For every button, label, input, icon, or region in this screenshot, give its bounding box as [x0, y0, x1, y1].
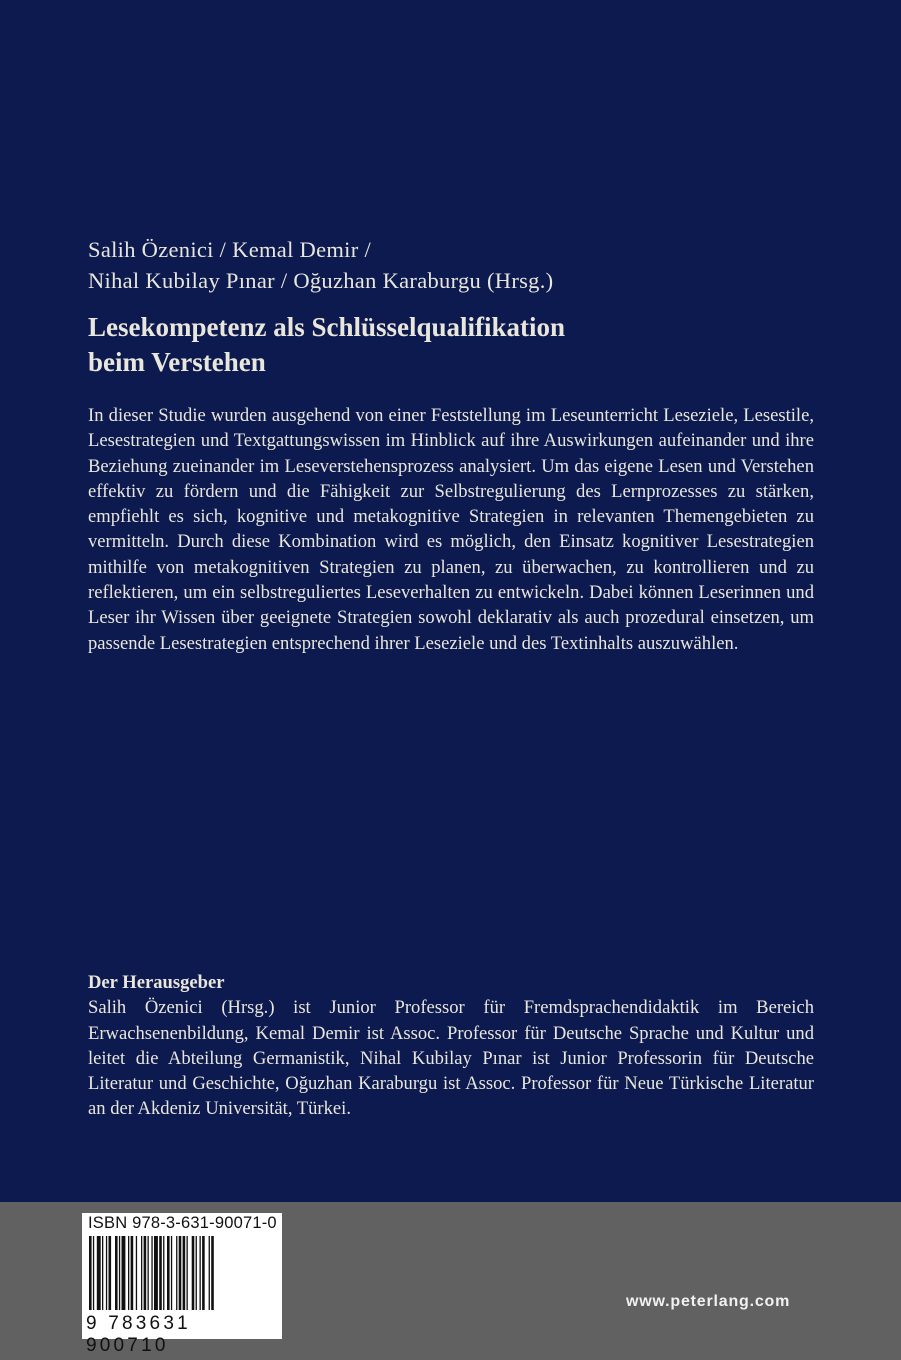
barcode-bar [151, 1236, 152, 1310]
barcode-bar [167, 1236, 170, 1310]
barcode-bar [192, 1236, 195, 1310]
barcode-digits: 9 783631 900710 [86, 1313, 191, 1356]
title-line-1: Lesekompetenz als Schlüsselqualifikation [88, 312, 566, 342]
barcode-bar [176, 1236, 177, 1310]
publisher-url: www.peterlang.com [626, 1293, 791, 1310]
barcode-bar [122, 1236, 126, 1310]
editor-bio: Salih Özenici (Hrsg.) ist Junior Professor für Fremdsprachendidaktik im Bereich Erwachsenenbildung, Kemal Demir ist Assoc. Professor für Deutsche Sprache und Kultur und leitet die Abteilung Germanistik, Nihal Kubilay Pınar ist Junior Professorin für Deutsche Literatur und Geschichte, Oğuzhan Karaburgu ist Assoc. Professor für Neue Türkische Literatur an der Akdeniz Universität, Türkei. [88, 997, 814, 1120]
authors [88, 234, 828, 296]
barcode-bar [115, 1236, 118, 1310]
barcode-bar [196, 1236, 197, 1310]
abstract-text: In dieser Studie wurden ausgehend von einer Feststellung im Leseunterricht Leseziele, Lesestile, Lesestrategien und Textgattungswissen im Hinblick auf ihre Auswirkungen aufeinander und ihre Beziehung zueinander im Leseverstehensprozess analysiert. Um das eigene Lesen und Verstehen effektiv zu fördern und die Fähigkeit zur Selbstregulierung des Lernprozesses zu stärken, empfiehlt es sich, kognitive und metakognitive Strategien in relevanten Themengebieten zu vermitteln. Durch diese Kombination wird es möglich, den Einsatz kognitiver Lesestrategien mithilfe von metakognitiven Strategien zu planen, zu überwachen, zu kontrollieren und zu reflektieren, um ein selbstreguliertes Leseverhalten zu entwickeln. Dabei können Leserinnen und Leser ihr Wissen über geeignete Strategien sowohl deklarativ als auch prozedural einsetzen, um passende Lesestrategien entsprechend ihrer Leseziele und des Textinhalts auszuwählen. [88, 405, 814, 654]
barcode-bar [154, 1236, 158, 1310]
book-title [88, 310, 828, 380]
barcode-bar [187, 1236, 188, 1310]
barcode-bar [106, 1236, 107, 1310]
barcode-bar [89, 1236, 92, 1310]
barcode-bar [202, 1236, 205, 1310]
barcode-bar [171, 1236, 172, 1310]
barcode-bar [200, 1236, 201, 1310]
barcode-bar [119, 1236, 120, 1310]
authors-line-2: Nihal Kubilay Pınar / Oğuzhan Karaburgu (Hrsg.) [88, 268, 554, 293]
barcode-bar [136, 1236, 137, 1310]
barcode-bar [109, 1236, 112, 1310]
authors-line-1: Salih Özenici / Kemal Demir / [88, 237, 371, 262]
barcode-bar [179, 1236, 182, 1310]
barcode-bar [97, 1236, 101, 1310]
title-line-2: beim Verstehen [88, 347, 266, 377]
barcode-bar [102, 1236, 103, 1310]
isbn-text: ISBN 978-3-631-90071-0 [88, 1214, 277, 1232]
barcode-bar [131, 1236, 134, 1310]
barcode-bar [141, 1236, 142, 1310]
barcode-bar [163, 1236, 164, 1310]
editor-heading: Der Herausgeber [88, 972, 225, 993]
barcode-bar [211, 1236, 214, 1310]
barcode-bar [148, 1236, 149, 1310]
barcode-icon [87, 1236, 277, 1312]
barcode-bar [93, 1236, 94, 1310]
barcode-bar [128, 1236, 129, 1310]
editor-section [88, 970, 814, 1122]
barcode-bar [209, 1236, 210, 1310]
barcode-bar [159, 1236, 162, 1310]
barcode-bar [183, 1236, 186, 1310]
barcode-bar [144, 1236, 147, 1310]
